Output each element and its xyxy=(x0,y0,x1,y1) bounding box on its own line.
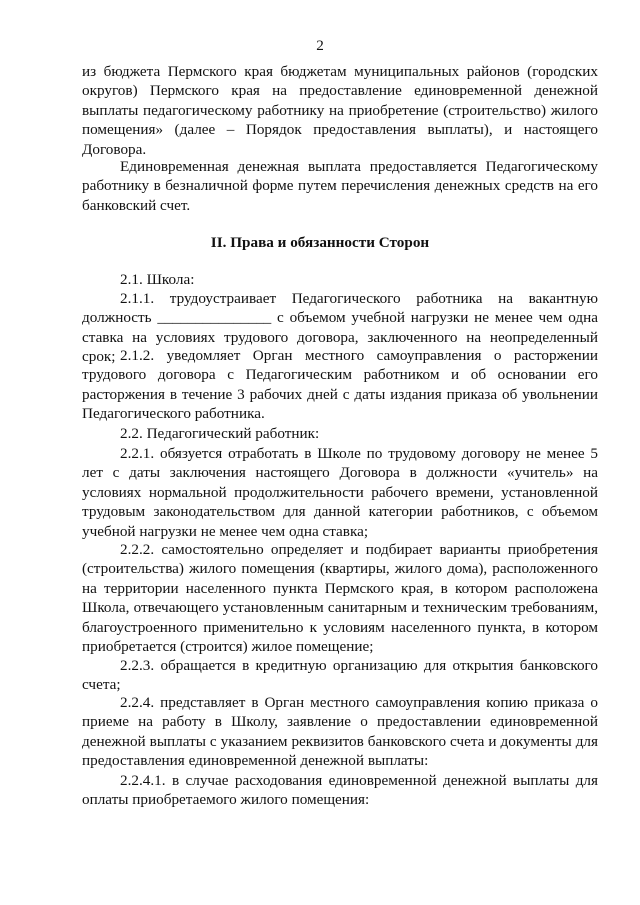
clause-2-1: 2.1. Школа: xyxy=(120,271,195,288)
paragraph-payment: Единовременная денежная выплата предоставляется Педагогическому работнику в безналичной форме путем перечисления денежных средств на его банковский счет. xyxy=(82,158,598,214)
clause-2-2: 2.2. Педагогический работник: xyxy=(120,425,320,442)
section-heading: II. Права и обязанности Сторон xyxy=(210,234,430,251)
clause-2-2-2: 2.2.2. самостоятельно определяет и подбирает варианты приобретения (строительства) жилого помещения (квартиры, жилого дома), расположенного на территории населенного пункта Пермского края, в котором расположена Школа, отвечающего установленным санитарным и техническим требованиям, благоустроенного применительно к условиям населенного пункта, в котором приобретается (строится) жилое помещение; xyxy=(82,541,598,656)
clause-2-1-2: 2.1.2. уведомляет Орган местного самоуправления о расторжении трудового договора с Педагогическим работником и об основании его расторжения в течение 3 рабочих дней с даты издания приказа об увольнении Педагогического работника. xyxy=(82,347,598,423)
clause-2-2-4-1: 2.2.4.1. в случае расходования единовременной денежной выплаты для оплаты приобретаемого жилого помещения: xyxy=(82,772,598,809)
clause-2-2-3: 2.2.3. обращается в кредитную организацию для открытия банковского счета; xyxy=(82,657,598,694)
paragraph-intro: из бюджета Пермского края бюджетам муниципальных районов (городских округов) Пермского края на предоставление единовременной денежной выплаты педагогическому работнику на приобретение (строительство) жилого помещения» (далее – Порядок предоставления выплаты), и настоящего Договора. xyxy=(82,63,598,158)
clause-2-2-1: 2.2.1. обязуется отработать в Школе по трудовому договору не менее 5 лет с даты заключения настоящего Договора в должности «учитель» на условиях нормальной продолжительности рабочего времени, установленной трудовым законодательством для данной категории работников, с объемом учебной нагрузки не менее чем одна ставка; xyxy=(82,445,598,540)
page-number: 2 xyxy=(316,37,324,54)
clause-2-1-1: 2.1.1. трудоустраивает Педагогического работника на вакантную должность _______________ с объемом учебной нагрузки не менее чем одна ставка на условиях трудового договора, заключенного на неопределенный срок; xyxy=(82,290,598,366)
clause-2-2-4: 2.2.4. представляет в Орган местного самоуправления копию приказа о приеме на работу в Школу, заявление о предоставлении единовременной денежной выплаты с указанием реквизитов банковского счета и документы для предоставления единовременной денежной выплаты: xyxy=(82,694,598,770)
